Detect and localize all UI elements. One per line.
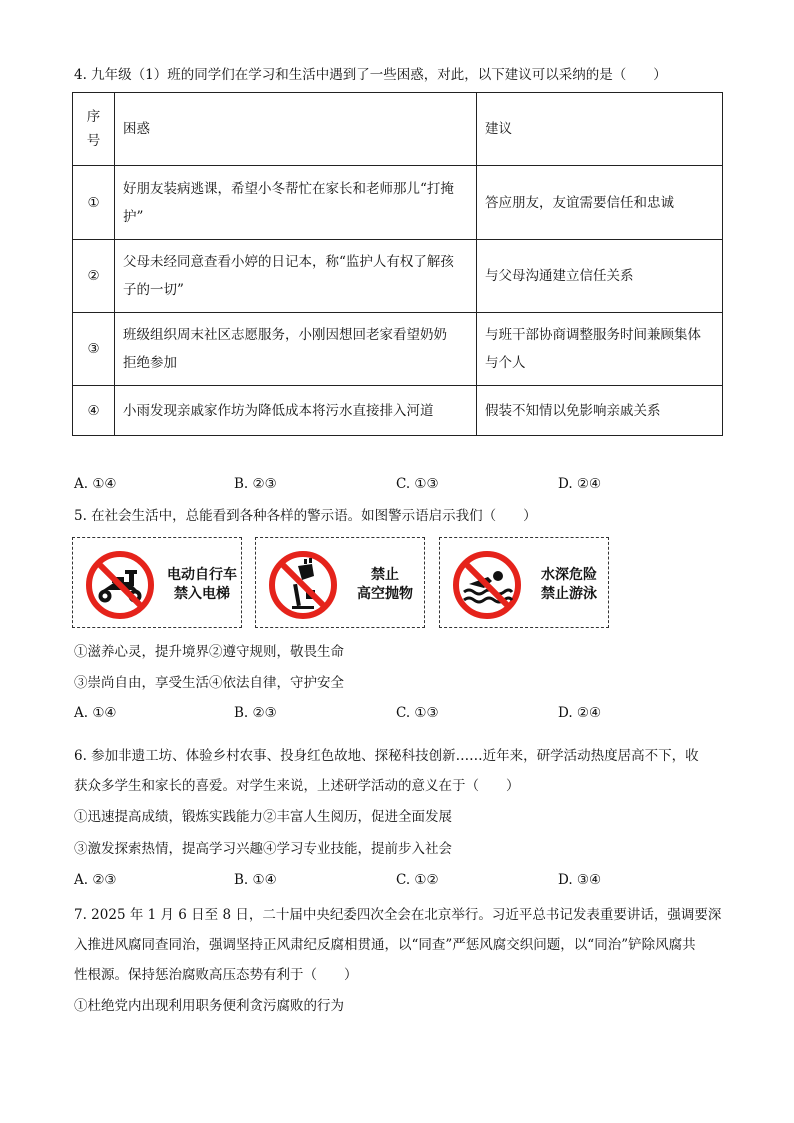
sign-text [528,566,610,604]
q4-stem: 4. 九年级（1）班的同学们在学习和生活中遇到了一些困惑，对此，以下建议可以采纳的是（ ） [74,67,667,83]
no-ebike-icon [85,550,155,620]
confusion-line: 子的一切” [123,282,184,298]
option-c[interactable]: C. ①② [396,872,439,888]
row-advice: 答应朋友，友谊需要信任和忠诚 [477,166,723,240]
row-num: ③ [73,313,115,386]
warning-sign-swimming [439,537,609,628]
sign-text-line: 电动自行车 [167,567,237,583]
confusion-line: 父母未经同意查看小婷的日记本，称“监护人有权了解孩 [123,254,454,270]
no-swimming-icon [452,550,522,620]
option-b[interactable]: B. ②③ [234,476,277,492]
q6-choices-line-2: ③激发探索热情，提高学习兴趣④学习专业技能，提前步入社会 [74,841,452,857]
sign-text-line: 禁止 [371,567,399,583]
table-row [73,386,723,436]
header-seq-text: 序号 [86,109,101,149]
row-num: ① [73,166,115,240]
q7-stem-line: 性根源。保持惩治腐败高压态势有利于（ ） [74,967,358,983]
q5-choices-line-2: ③崇尚自由，享受生活④依法自律，守护安全 [74,675,344,691]
q7-stem-line: 入推进风腐同查同治，强调坚持正风肃纪反腐相贯通，以“同查”严惩风腐交织问题，以“同治”铲除风腐共 [74,937,696,953]
q7-choices-line-1: ①杜绝党内出现利用职务便利贪污腐败的行为 [74,998,344,1014]
row-confusion [115,240,477,313]
confusion-line: 好朋友装病逃课，希望小冬帮忙在家长和老师那儿“打掩 [123,180,454,197]
row-advice: 假装不知情以免影响亲戚关系 [477,386,723,436]
sign-text-line: 水深危险 [541,567,597,583]
q6-stem-line: 获众多学生和家长的喜爱。对学生来说，上述研学活动的意义在于（ ） [74,778,520,794]
q5-stem: 5. 在社会生活中，总能看到各种各样的警示语。如图警示语启示我们（ ） [74,508,537,524]
confusion-line: 拒绝参加 [123,355,177,371]
q6-choices-line-1: ①迅速提高成绩，锻炼实践能力②丰富人生阅历，促进全面发展 [74,809,452,825]
warning-sign-throwing [255,537,425,628]
option-d[interactable]: D. ②④ [558,705,602,721]
sign-text-line: 禁入电梯 [174,586,230,602]
confusion-line: 护” [123,208,144,225]
row-num: ④ [73,386,115,436]
row-num: ② [73,240,115,313]
option-c[interactable]: C. ①③ [396,705,439,721]
row-advice [477,313,723,386]
q7-stem-line: 7. 2025 年 1 月 6 日至 8 日，二十届中央纪委四次全会在北京举行。习近平总书记发表重要讲话，强调要深 [74,907,722,923]
confusion-line: 班级组织周末社区志愿服务，小刚因想回老家看望奶奶 [123,327,447,343]
advice-line: 与个人 [485,355,526,371]
no-throwing-icon [268,550,338,620]
sign-text [161,566,243,604]
option-a[interactable]: A. ①④ [74,476,117,492]
row-confusion: 小雨发现亲戚家作坊为降低成本将污水直接排入河道 [115,386,477,436]
table-header-row [73,93,723,166]
q5-options [74,705,694,725]
row-confusion [115,313,477,386]
option-d[interactable]: D. ③④ [558,872,602,888]
sign-text-line: 禁止游泳 [541,586,597,602]
sign-text-line: 高空抛物 [357,586,413,602]
sign-text [344,566,426,604]
q5-choices-line-1: ①滋养心灵，提升境界②遵守规则，敬畏生命 [74,644,344,660]
header-seq [73,93,115,166]
q6-stem-line: 6. 参加非遗工坊、体验乡村农事、投身红色故地、探秘科技创新……近年来，研学活动热度居高不下，收 [74,748,699,764]
header-confusion: 困惑 [115,93,477,166]
q4-table [72,92,723,436]
warning-sign-ebike [72,537,242,628]
option-b[interactable]: B. ②③ [234,705,277,721]
header-advice: 建议 [477,93,723,166]
option-b[interactable]: B. ①④ [234,872,277,888]
option-d[interactable]: D. ②④ [558,476,602,492]
option-a[interactable]: A. ②③ [74,872,117,888]
table-row [73,313,723,386]
table-row [73,240,723,313]
advice-line: 与班干部协商调整服务时间兼顾集体 [485,327,701,343]
option-c[interactable]: C. ①③ [396,476,439,492]
row-confusion [115,166,477,240]
q6-options [74,872,694,892]
option-a[interactable]: A. ①④ [74,705,117,721]
table-row [73,166,723,240]
q4-options [74,476,694,496]
row-advice: 与父母沟通建立信任关系 [477,240,723,313]
